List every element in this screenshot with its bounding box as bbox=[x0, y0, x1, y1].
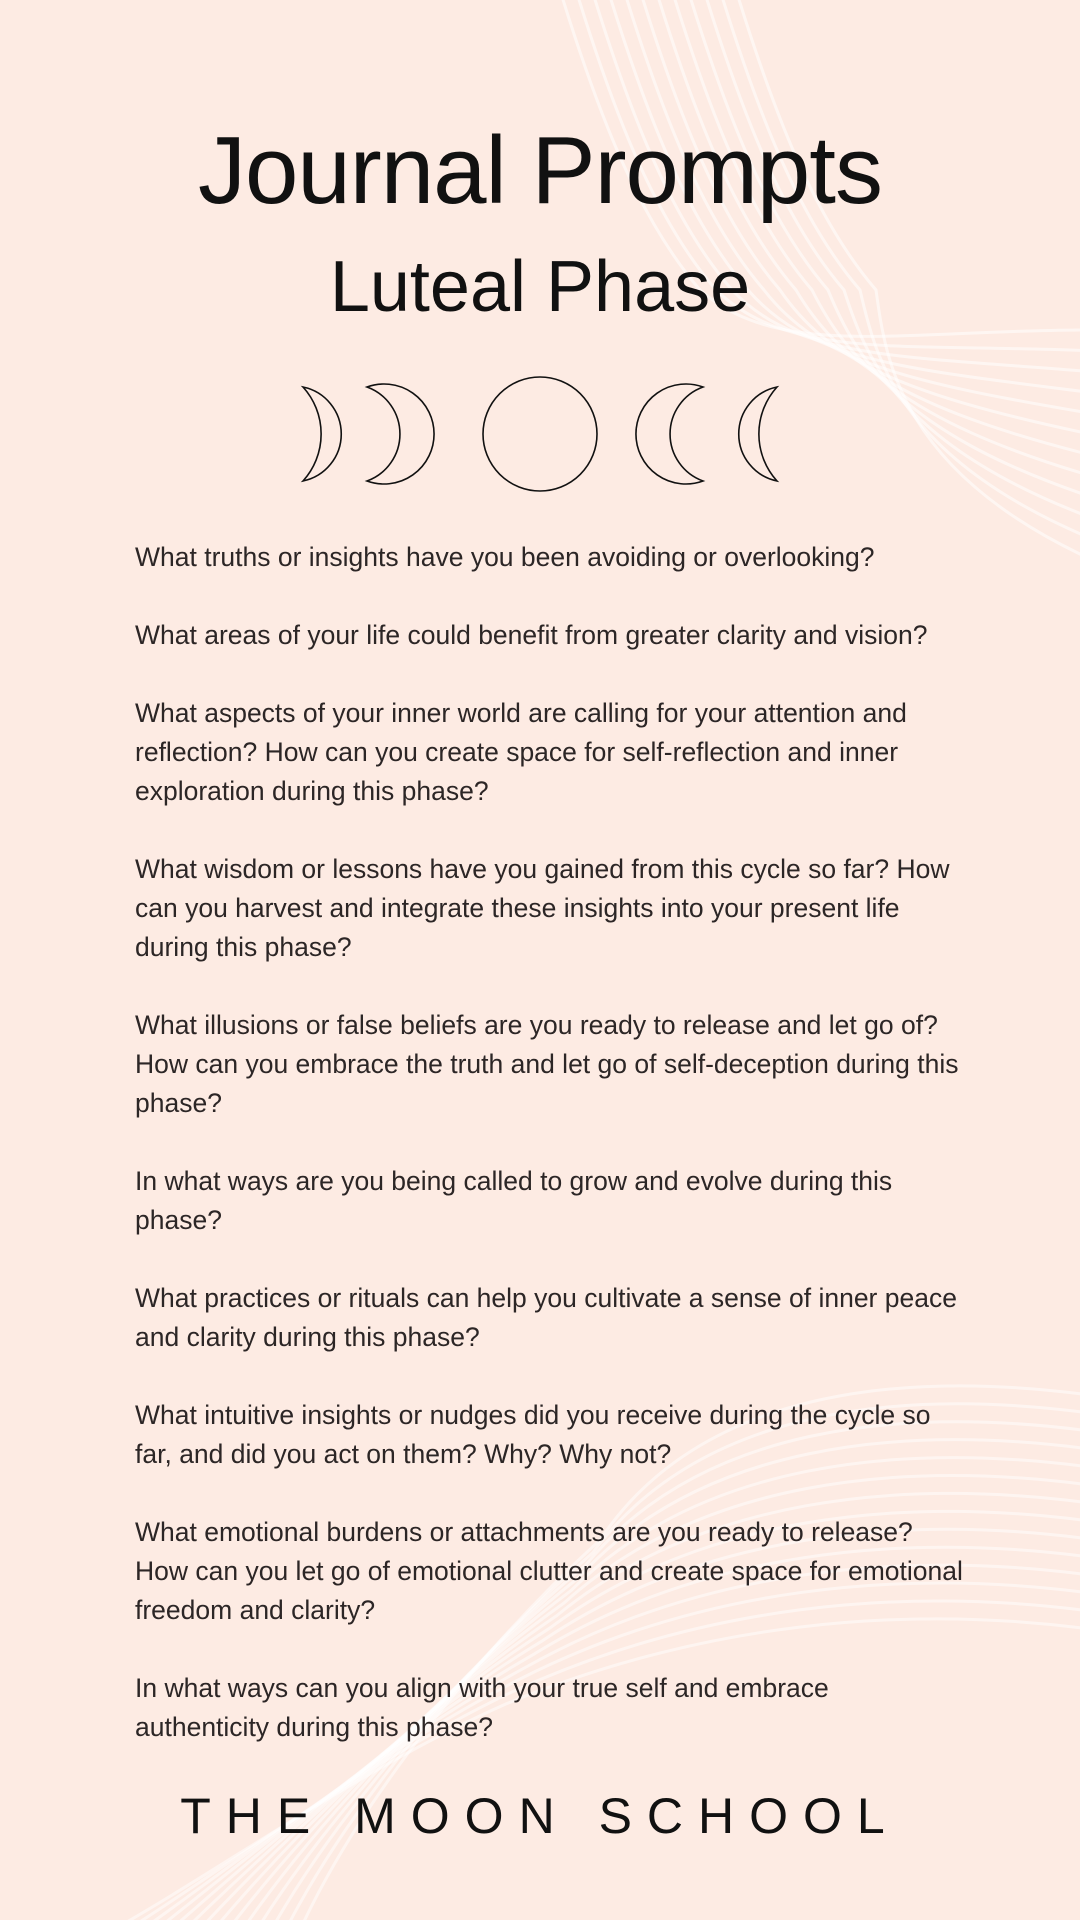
page-subtitle: Luteal Phase bbox=[329, 247, 751, 327]
prompt-item: What emotional burdens or attachments are you ready to release? How can you let go of emotional clutter and create space for emotional freedom and clarity? bbox=[135, 1517, 963, 1625]
prompt-item: What wisdom or lessons have you gained from this cycle so far? How can you harvest and integrate these insights into your present life during this phase? bbox=[135, 854, 950, 962]
waning-gibbous-icon bbox=[367, 384, 434, 484]
waxing-crescent-icon bbox=[739, 387, 777, 481]
prompt-item: What intuitive insights or nudges did you receive during the cycle so far, and did you act on them? Why? Why not? bbox=[135, 1400, 931, 1469]
waning-crescent-icon bbox=[303, 387, 341, 481]
prompt-list bbox=[135, 538, 965, 1786]
prompt-item: In what ways are you being called to grow and evolve during this phase? bbox=[135, 1166, 893, 1235]
prompt-item: What practices or rituals can help you cultivate a sense of inner peace and clarity during this phase? bbox=[135, 1283, 957, 1352]
waxing-gibbous-icon bbox=[636, 384, 703, 484]
prompt-item: In what ways can you align with your true self and embrace authenticity during this phase? bbox=[135, 1673, 829, 1742]
moon-phases bbox=[295, 372, 785, 498]
brand-wordmark: THE MOON SCHOOL bbox=[180, 1788, 900, 1844]
prompt-item: What areas of your life could benefit from greater clarity and vision? bbox=[135, 620, 928, 650]
page-title: Journal Prompts bbox=[198, 117, 882, 224]
full-moon-icon bbox=[483, 377, 597, 491]
prompt-item: What aspects of your inner world are calling for your attention and reflection? How can you create space for self-reflection and inner exploration during this phase? bbox=[135, 698, 907, 806]
prompt-item: What truths or insights have you been avoiding or overlooking? bbox=[135, 542, 875, 572]
prompt-item: What illusions or false beliefs are you ready to release and let go of? How can you embrace the truth and let go of self-deception during this phase? bbox=[135, 1010, 959, 1118]
